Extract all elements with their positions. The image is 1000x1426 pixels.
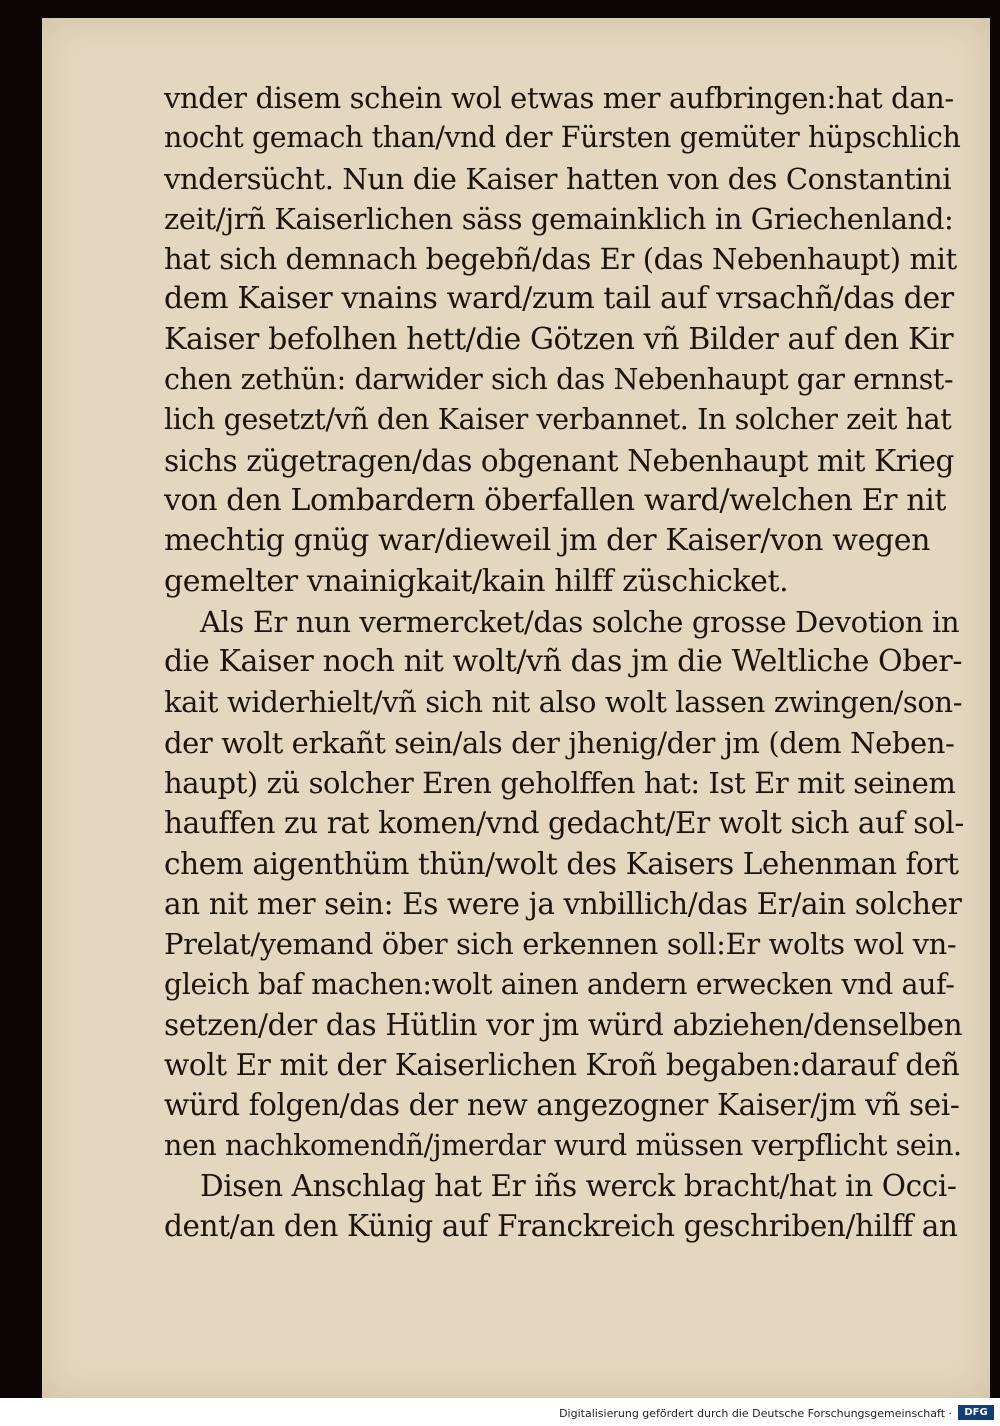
text-line: mechtig gnüg war/dieweil jm der Kaiser/von wegen bbox=[164, 523, 931, 559]
text-line: vnder disem schein wol etwas mer aufbringen:hat dan- bbox=[164, 81, 954, 115]
text-line: die Kaiser noch nit wolt/vñ das jm die Weltliche Ober- bbox=[164, 644, 963, 680]
text-line: vndersücht. Nun die Kaiser hatten von des Constantini bbox=[164, 161, 952, 196]
text-line: Kaiser befolhen hett/die Götzen vñ Bilder auf den Kir bbox=[164, 321, 954, 357]
text-line: Prelat/yemand öber sich erkennen soll:Er wolts wol vn- bbox=[164, 927, 957, 962]
text-line: würd folgen/das der new angezogner Kaiser/jm vñ sei- bbox=[164, 1088, 960, 1123]
text-line: dem Kaiser vnains ward/zum tail auf vrsachñ/das der bbox=[164, 281, 954, 317]
text-line: setzen/der das Hütlin vor jm würd abziehen/denselben bbox=[164, 1007, 963, 1042]
text-line: sichs zügetragen/das obgenant Nebenhaupt mit Krieg bbox=[164, 443, 954, 478]
dfg-logo: DFG bbox=[958, 1405, 994, 1420]
text-line: chen zethün: darwider sich das Nebenhaupt gar ernnst- bbox=[164, 363, 954, 397]
text-line: hauffen zu rat komen/vnd gedacht/Er wolt sich auf sol- bbox=[164, 806, 964, 841]
page-text-block bbox=[164, 78, 964, 1247]
text-line: hat sich demnach begebñ/das Er (das Nebenhaupt) mit bbox=[164, 242, 957, 277]
text-line: gemelter vnainigkait/kain hilff züschicket. bbox=[164, 563, 789, 599]
text-line: nocht gemach than/vnd der Fürsten gemüter hüpschlich bbox=[164, 121, 961, 155]
text-line: zeit/jrñ Kaiserlichen säss gemainklich in Griechenland: bbox=[164, 201, 954, 236]
text-line: haupt) zü solcher Eren geholffen hat: Ist Er mit seinem bbox=[164, 766, 956, 801]
text-line: Als Er nun vermercket/das solche grosse Devotion in bbox=[200, 604, 960, 639]
text-line: chem aigenthüm thün/wolt des Kaisers Lehenman fort bbox=[164, 846, 959, 881]
text-line: lich gesetzt/vñ den Kaiser verbannet. In solcher zeit hat bbox=[164, 403, 952, 437]
text-line: dent/an den Künig auf Franckreich geschriben/hilff an bbox=[164, 1209, 958, 1244]
text-line: nen nachkomendñ/jmerdar wurd müssen verpflicht sein. bbox=[164, 1128, 962, 1162]
text-line: an nit mer sein: Es were ja vnbillich/das Er/ain solcher bbox=[164, 886, 962, 921]
footer-bar bbox=[0, 1398, 1000, 1426]
text-line: wolt Er mit der Kaiserlichen Kroñ begaben:darauf deñ bbox=[164, 1048, 960, 1083]
text-line: der wolt erkañt sein/als der jhenig/der jm (dem Neben- bbox=[164, 725, 955, 760]
text-line: von den Lombardern öberfallen ward/welchen Er nit bbox=[164, 482, 946, 518]
footer-credit: Digitalisierung gefördert durch die Deutsche Forschungsgemeinschaft · bbox=[559, 1407, 952, 1420]
text-line: Disen Anschlag hat Er iñs werck bracht/hat in Occi- bbox=[200, 1169, 957, 1204]
text-line: kait widerhielt/vñ sich nit also wolt lassen zwingen/son- bbox=[164, 685, 963, 720]
book-page bbox=[42, 18, 990, 1398]
text-line: gleich baf machen:wolt ainen andern erwecken vnd auf- bbox=[164, 967, 955, 1001]
